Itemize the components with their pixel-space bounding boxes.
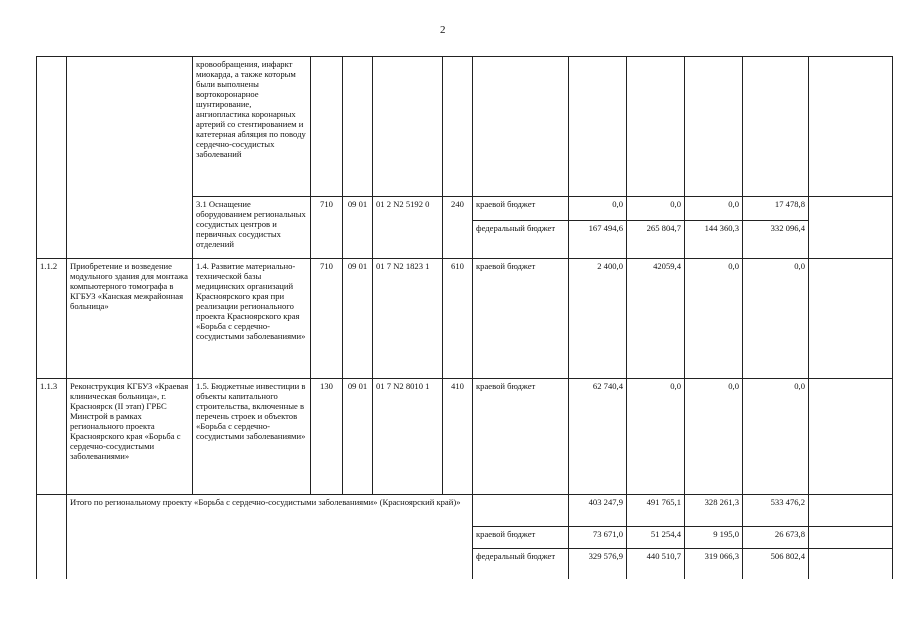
cell-no: 1.1.3 bbox=[37, 379, 67, 495]
cell-vr: 610 bbox=[443, 259, 473, 379]
cell-extra bbox=[809, 197, 893, 259]
cell-csr: 01 7 N2 8010 1 bbox=[373, 379, 443, 495]
cell-rz: 09 01 bbox=[343, 259, 373, 379]
cell-source: краевой бюджет bbox=[473, 527, 569, 549]
cell-source bbox=[473, 57, 569, 197]
cell-v4: 0,0 bbox=[743, 259, 809, 379]
cell-source bbox=[473, 495, 569, 527]
cell-vr: 410 bbox=[443, 379, 473, 495]
cell-event: 3.1 Оснащение оборудованием региональных сосудистых центров и первичных сосудистых отделений bbox=[193, 197, 311, 259]
cell-v1: 167 494,6 bbox=[569, 221, 627, 259]
cell-object bbox=[67, 197, 193, 259]
cell-v3: 0,0 bbox=[685, 259, 743, 379]
cell-v2: 265 804,7 bbox=[627, 221, 685, 259]
cell-rz: 09 01 bbox=[343, 197, 373, 259]
cell-object bbox=[67, 57, 193, 197]
cell-object: Приобретение и возведение модульного здания для монтажа компьютерного томографа в КГБУЗ «Канская межрайонная больница» bbox=[67, 259, 193, 379]
cell-grbs bbox=[311, 57, 343, 197]
table-row bbox=[37, 259, 893, 379]
cell-grbs: 130 bbox=[311, 379, 343, 495]
cell-vr: 240 bbox=[443, 197, 473, 259]
cell-rz bbox=[343, 57, 373, 197]
total-k4: 26 673,8 bbox=[743, 527, 809, 549]
total-f2: 440 510,7 bbox=[627, 549, 685, 579]
cell-v2 bbox=[627, 57, 685, 197]
cell-v4: 0,0 bbox=[743, 379, 809, 495]
total-label: Итого по региональному проекту «Борьба с сердечно-сосудистыми заболеваниями» (Красноярский край)» bbox=[67, 495, 473, 579]
cell-v4: 332 096,4 bbox=[743, 221, 809, 259]
cell-v1: 62 740,4 bbox=[569, 379, 627, 495]
cell-event: кровообращения, инфаркт миокарда, а также которым были выполнены вортокоронарное шунтирование, ангиопластика коронарных артерий со стентированием и катетерная абляция по поводу сердечно-сосудистых заболеваний bbox=[193, 57, 311, 197]
total-f1: 329 576,9 bbox=[569, 549, 627, 579]
budget-table bbox=[36, 56, 893, 579]
cell-v3: 0,0 bbox=[685, 197, 743, 221]
total-v3: 328 261,3 bbox=[685, 495, 743, 527]
cell-v4 bbox=[743, 57, 809, 197]
cell-v2: 0,0 bbox=[627, 197, 685, 221]
cell-v3 bbox=[685, 57, 743, 197]
cell-grbs: 710 bbox=[311, 197, 343, 259]
cell-no bbox=[37, 57, 67, 197]
total-v4: 533 476,2 bbox=[743, 495, 809, 527]
table-row bbox=[37, 197, 893, 221]
total-v1: 403 247,9 bbox=[569, 495, 627, 527]
cell-csr: 01 7 N2 1823 1 bbox=[373, 259, 443, 379]
cell-v3: 144 360,3 bbox=[685, 221, 743, 259]
cell-rz: 09 01 bbox=[343, 379, 373, 495]
cell-v3: 0,0 bbox=[685, 379, 743, 495]
total-f4: 506 802,4 bbox=[743, 549, 809, 579]
page-number: 2 bbox=[440, 24, 446, 36]
total-k3: 9 195,0 bbox=[685, 527, 743, 549]
cell-object: Реконструкция КГБУЗ «Краевая клиническая больница», г. Красноярск (II этап) ГРБС Минстрой в рамках регионального проекта Красноярского края «Борьба с сердечно-сосудистыми заболеваниями» bbox=[67, 379, 193, 495]
cell-extra bbox=[809, 379, 893, 495]
cell-extra bbox=[809, 57, 893, 197]
cell-source: федеральный бюджет bbox=[473, 221, 569, 259]
cell-no bbox=[37, 495, 67, 579]
cell-csr: 01 2 N2 5192 0 bbox=[373, 197, 443, 259]
total-f3: 319 066,3 bbox=[685, 549, 743, 579]
cell-v4: 17 478,8 bbox=[743, 197, 809, 221]
cell-v2: 42059,4 bbox=[627, 259, 685, 379]
cell-v2: 0,0 bbox=[627, 379, 685, 495]
cell-vr bbox=[443, 57, 473, 197]
cell-source: краевой бюджет bbox=[473, 259, 569, 379]
cell-event: 1.5. Бюджетные инвестиции в объекты капитального строительства, включенные в перечень строек и объектов «Борьба с сердечно-сосудистыми заболеваниями» bbox=[193, 379, 311, 495]
cell-v1: 2 400,0 bbox=[569, 259, 627, 379]
total-v2: 491 765,1 bbox=[627, 495, 685, 527]
table-row bbox=[37, 57, 893, 197]
table-row bbox=[37, 379, 893, 495]
cell-csr bbox=[373, 57, 443, 197]
total-k1: 73 671,0 bbox=[569, 527, 627, 549]
cell-extra bbox=[809, 549, 893, 579]
cell-v1 bbox=[569, 57, 627, 197]
total-k2: 51 254,4 bbox=[627, 527, 685, 549]
cell-no bbox=[37, 197, 67, 259]
cell-grbs: 710 bbox=[311, 259, 343, 379]
cell-extra bbox=[809, 259, 893, 379]
cell-extra bbox=[809, 527, 893, 549]
cell-event: 1.4. Развитие материально-технической базы медицинских организаций Красноярского края при реализации регионального проекта Красноярского края «Борьба с сердечно-сосудистыми заболеваниями» bbox=[193, 259, 311, 379]
cell-source: краевой бюджет bbox=[473, 197, 569, 221]
cell-source: краевой бюджет bbox=[473, 379, 569, 495]
total-row bbox=[37, 495, 893, 527]
cell-extra bbox=[809, 495, 893, 527]
cell-no: 1.1.2 bbox=[37, 259, 67, 379]
cell-source: федеральный бюджет bbox=[473, 549, 569, 579]
cell-v1: 0,0 bbox=[569, 197, 627, 221]
